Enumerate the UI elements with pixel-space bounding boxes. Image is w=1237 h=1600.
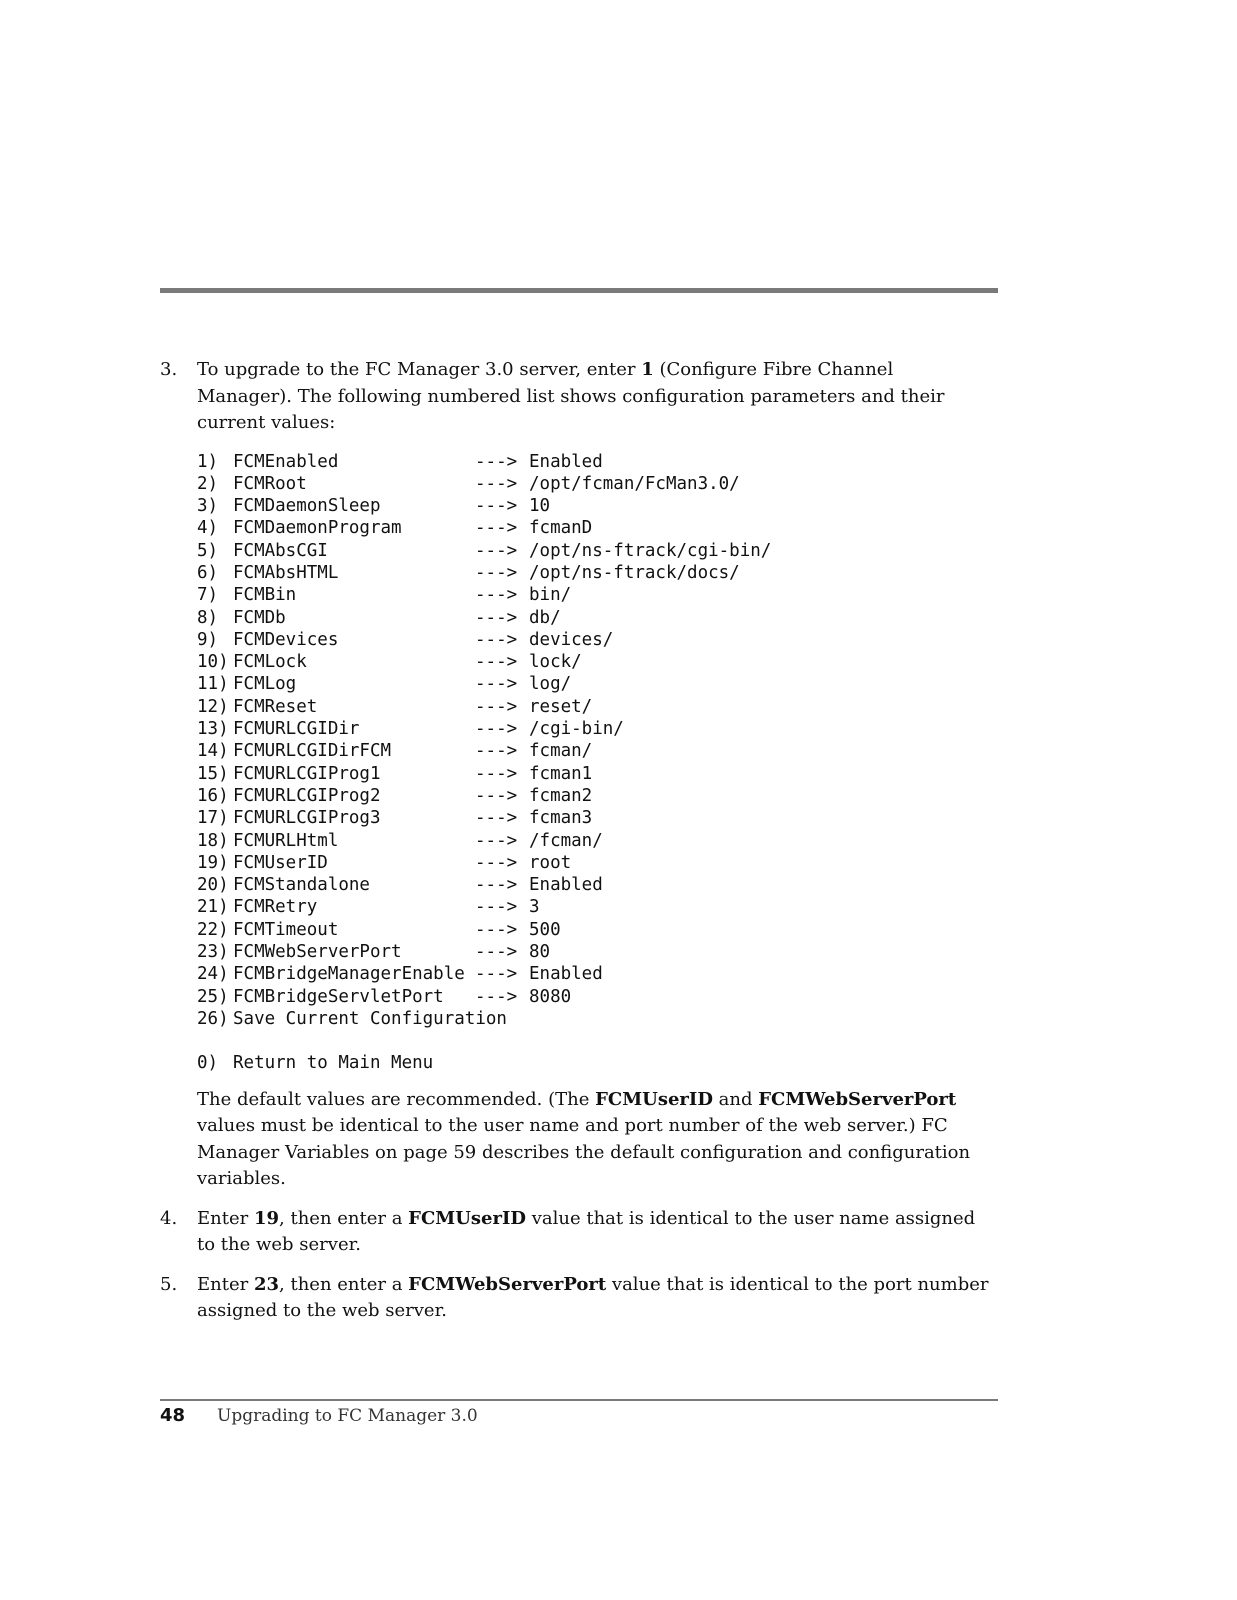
config-item-value: /opt/ns-ftrack/cgi-bin/ <box>529 540 772 561</box>
step-4 <box>160 1206 990 1259</box>
config-item-value: /opt/ns-ftrack/docs/ <box>529 562 740 583</box>
config-item-name: FCMBridgeServletPort <box>233 986 444 1007</box>
config-item <box>197 607 990 629</box>
config-item <box>197 517 990 539</box>
menu-item-index: 0) <box>197 1053 219 1074</box>
config-item-arrow: ---> <box>475 875 518 896</box>
config-item-value: fcmanD <box>529 518 593 539</box>
config-item-value: log/ <box>529 674 572 695</box>
config-item-name: FCMURLCGIDirFCM <box>233 741 392 762</box>
config-item-name: FCMBridgeManagerEnable <box>233 964 465 985</box>
config-item-name: FCMDaemonProgram <box>233 518 402 539</box>
config-item-index: 23) <box>197 942 229 963</box>
config-item-index: 11) <box>197 674 229 695</box>
step-body <box>197 357 990 1193</box>
config-item-name: FCMURLHtml <box>233 830 339 851</box>
return-menu-item <box>197 1052 990 1074</box>
running-footer-title: Upgrading to FC Manager 3.0 <box>217 1406 478 1426</box>
config-item-arrow: ---> <box>475 629 518 650</box>
config-item-index: 18) <box>197 830 229 851</box>
config-item-value: Enabled <box>529 964 603 985</box>
config-item <box>197 673 990 695</box>
page-content <box>160 357 990 1325</box>
config-item <box>197 896 990 918</box>
config-item-value: 3 <box>529 897 540 918</box>
config-item-arrow: ---> <box>475 607 518 628</box>
config-item <box>197 963 990 985</box>
config-item-value: 10 <box>529 496 551 517</box>
config-item-index: 8) <box>197 607 219 628</box>
config-item-arrow: ---> <box>475 719 518 740</box>
config-item-index: 16) <box>197 785 229 806</box>
config-item-name: FCMTimeout <box>233 919 339 940</box>
config-item-index: 4) <box>197 518 219 539</box>
config-item <box>197 986 990 1008</box>
config-item-arrow: ---> <box>475 696 518 717</box>
step-body: Enter 19, then enter a FCMUserID value that is identical to the user name assigned to the web server. <box>197 1207 976 1256</box>
config-item <box>197 1008 990 1030</box>
config-item-arrow: ---> <box>475 785 518 806</box>
config-item-arrow: ---> <box>475 942 518 963</box>
config-item <box>197 785 990 807</box>
config-item-name: FCMURLCGIDir <box>233 719 360 740</box>
config-item-value: root <box>529 852 572 873</box>
config-item-value: Enabled <box>529 875 603 896</box>
config-item <box>197 852 990 874</box>
config-item-value: Enabled <box>529 451 603 472</box>
config-item-value: 8080 <box>529 986 572 1007</box>
config-item-value: bin/ <box>529 585 572 606</box>
config-item <box>197 830 990 852</box>
config-item-index: 22) <box>197 919 229 940</box>
config-item-value: 80 <box>529 942 551 963</box>
config-item-arrow: ---> <box>475 741 518 762</box>
config-item-index: 2) <box>197 473 219 494</box>
config-item-value: /fcman/ <box>529 830 603 851</box>
config-item-index: 17) <box>197 808 229 829</box>
config-item-value: /opt/fcman/FcMan3.0/ <box>529 473 740 494</box>
config-item-index: 25) <box>197 986 229 1007</box>
config-item-arrow: ---> <box>475 496 518 517</box>
config-item-name: FCMDb <box>233 607 286 628</box>
config-item-index: 9) <box>197 629 219 650</box>
step-number: 4. <box>160 1207 178 1229</box>
config-item-index: 15) <box>197 763 229 784</box>
config-item-index: 13) <box>197 719 229 740</box>
footer-rule <box>160 1399 998 1401</box>
config-parameter-list <box>197 451 990 1031</box>
config-item-name: FCMURLCGIProg2 <box>233 785 381 806</box>
default-values-note: The default values are recommended. (The FCMUserID and FCMWebServerPort values must be identical to the user name and port number of the web server.) FC Manager Variables on page 59 describes the default configuration and configuration variables. <box>197 1088 971 1190</box>
config-item-value: fcman2 <box>529 785 593 806</box>
config-item-name: FCMUserID <box>233 852 328 873</box>
config-item-arrow: ---> <box>475 540 518 561</box>
config-item-arrow: ---> <box>475 473 518 494</box>
step-3-instruction: To upgrade to the FC Manager 3.0 server, enter 1 (Configure Fibre Channel Manager). The following numbered list shows configuration parameters and their current values: <box>197 359 945 433</box>
config-item <box>197 629 990 651</box>
config-item-arrow: ---> <box>475 986 518 1007</box>
config-item <box>197 718 990 740</box>
config-item-value: devices/ <box>529 629 614 650</box>
config-item-arrow: ---> <box>475 674 518 695</box>
config-item-value: 500 <box>529 919 561 940</box>
config-item-index: 7) <box>197 585 219 606</box>
config-item <box>197 874 990 896</box>
config-item-value: fcman1 <box>529 763 593 784</box>
config-item-name: FCMEnabled <box>233 451 339 472</box>
config-item-arrow: ---> <box>475 518 518 539</box>
config-item-index: 12) <box>197 696 229 717</box>
config-item-index: 20) <box>197 875 229 896</box>
config-item <box>197 763 990 785</box>
config-item-value: lock/ <box>529 652 582 673</box>
page-number: 48 <box>160 1405 186 1426</box>
config-item <box>197 941 990 963</box>
config-item-arrow: ---> <box>475 852 518 873</box>
config-item-index: 21) <box>197 897 229 918</box>
step-body: Enter 23, then enter a FCMWebServerPort value that is identical to the port number assigned to the web server. <box>197 1273 989 1322</box>
config-item <box>197 540 990 562</box>
step-5 <box>160 1272 990 1325</box>
config-item-name: FCMReset <box>233 696 318 717</box>
config-item-index: 26) <box>197 1008 229 1029</box>
config-item-index: 5) <box>197 540 219 561</box>
config-item-index: 14) <box>197 741 229 762</box>
config-item-index: 19) <box>197 852 229 873</box>
config-item-name: Save Current Configuration <box>233 1008 507 1029</box>
config-item-arrow: ---> <box>475 919 518 940</box>
config-item <box>197 451 990 473</box>
config-item-arrow: ---> <box>475 897 518 918</box>
config-item <box>197 495 990 517</box>
config-item <box>197 651 990 673</box>
config-item-name: FCMStandalone <box>233 875 370 896</box>
config-item-index: 24) <box>197 964 229 985</box>
config-item-name: FCMURLCGIProg3 <box>233 808 381 829</box>
config-item-value: fcman3 <box>529 808 593 829</box>
config-item-name: FCMWebServerPort <box>233 942 402 963</box>
config-item-name: FCMDaemonSleep <box>233 496 381 517</box>
header-rule <box>160 288 998 293</box>
config-item-name: FCMAbsHTML <box>233 562 339 583</box>
config-item <box>197 584 990 606</box>
config-item-value: fcman/ <box>529 741 593 762</box>
config-item-name: FCMRetry <box>233 897 318 918</box>
config-item-arrow: ---> <box>475 763 518 784</box>
config-item-index: 1) <box>197 451 219 472</box>
config-item-name: FCMAbsCGI <box>233 540 328 561</box>
page-footer <box>160 1405 478 1426</box>
config-item-value: db/ <box>529 607 561 628</box>
config-item <box>197 919 990 941</box>
config-item-arrow: ---> <box>475 808 518 829</box>
config-item-index: 3) <box>197 496 219 517</box>
config-item <box>197 740 990 762</box>
config-item <box>197 562 990 584</box>
config-item-value: reset/ <box>529 696 593 717</box>
config-item-arrow: ---> <box>475 964 518 985</box>
config-item-index: 10) <box>197 652 229 673</box>
config-item-name: FCMRoot <box>233 473 307 494</box>
step-number: 3. <box>160 359 178 380</box>
config-item-value: /cgi-bin/ <box>529 719 624 740</box>
menu-item-label: Return to Main Menu <box>233 1053 434 1074</box>
config-item <box>197 696 990 718</box>
config-item-arrow: ---> <box>475 585 518 606</box>
config-item-name: FCMURLCGIProg1 <box>233 763 381 784</box>
config-item-arrow: ---> <box>475 562 518 583</box>
config-item-arrow: ---> <box>475 652 518 673</box>
step-3 <box>160 357 990 1193</box>
config-item-name: FCMLock <box>233 652 307 673</box>
config-item-arrow: ---> <box>475 830 518 851</box>
step-number: 5. <box>160 1273 178 1295</box>
config-item <box>197 473 990 495</box>
config-item-index: 6) <box>197 562 219 583</box>
config-item-name: FCMBin <box>233 585 297 606</box>
config-item-name: FCMDevices <box>233 629 339 650</box>
config-item <box>197 807 990 829</box>
config-item-name: FCMLog <box>233 674 297 695</box>
config-item-arrow: ---> <box>475 451 518 472</box>
